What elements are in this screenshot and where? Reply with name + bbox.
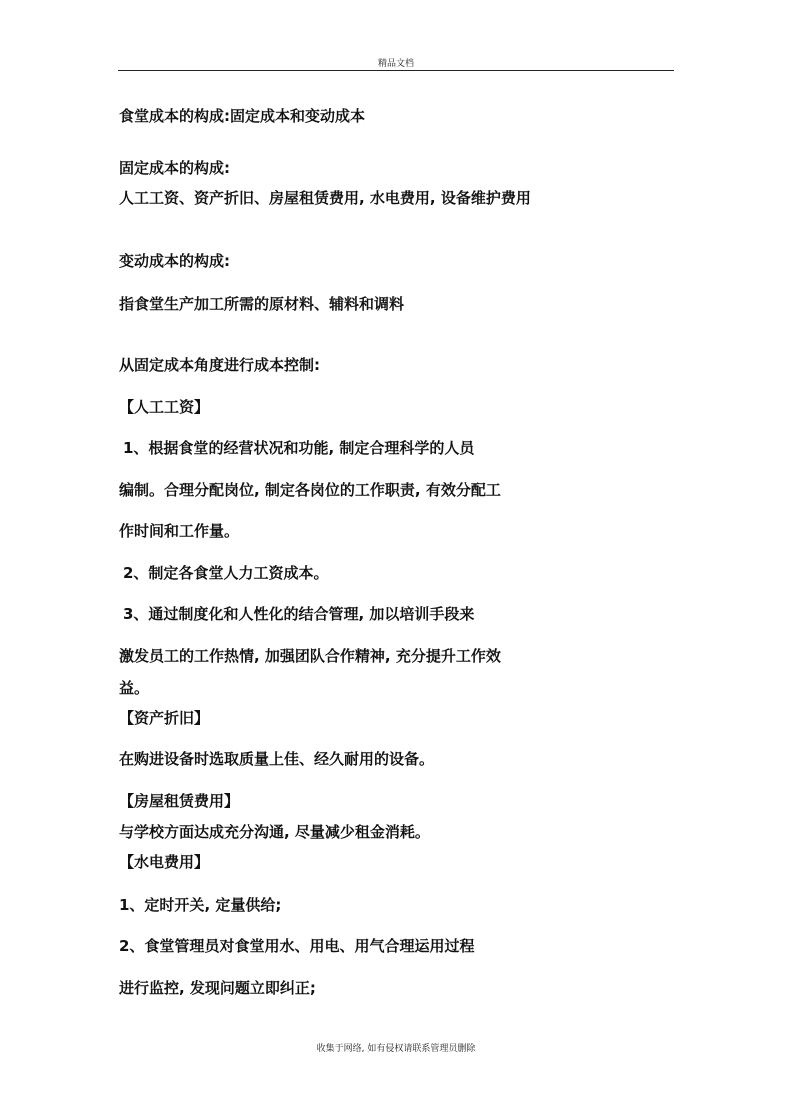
text-line: 2、制定各食堂人力工资成本。 xyxy=(123,564,329,582)
text-line: 进行监控, 发现问题立即纠正; xyxy=(119,979,316,997)
text-line: 【水电费用】 xyxy=(119,853,210,871)
page-footer: 收集于网络, 如有侵权请联系管理员删除 xyxy=(316,1044,476,1054)
text-line: 1、根据食堂的经营状况和功能, 制定合理科学的人员 xyxy=(123,439,475,457)
text-line: 作时间和工作量。 xyxy=(119,522,240,540)
text-line: 3、通过制度化和人性化的结合管理, 加以培训手段来 xyxy=(123,605,475,623)
text-line: 食堂成本的构成:固定成本和变动成本 xyxy=(119,107,366,125)
text-line: 固定成本的构成: xyxy=(119,159,230,177)
text-line: 从固定成本角度进行成本控制: xyxy=(119,356,320,374)
text-line: 人工工资、资产折旧、房屋租赁费用, 水电费用, 设备维护费用 xyxy=(119,189,531,207)
text-line: 激发员工的工作热情, 加强团队合作精神, 充分提升工作效 xyxy=(119,647,501,665)
text-line: 【资产折旧】 xyxy=(119,709,210,727)
text-line: 在购进设备时选取质量上佳、经久耐用的设备。 xyxy=(119,750,435,768)
text-line: 2、食堂管理员对食堂用水、用电、用气合理运用过程 xyxy=(119,937,475,955)
text-line: 与学校方面达成充分沟通, 尽量减少租金消耗。 xyxy=(119,823,430,841)
text-line: 变动成本的构成: xyxy=(119,252,230,270)
text-line: 【房屋租赁费用】 xyxy=(119,792,240,810)
header-divider xyxy=(118,70,674,71)
text-line: 【人工工资】 xyxy=(119,398,210,416)
text-line: 指食堂生产加工所需的原材料、辅料和调料 xyxy=(119,295,405,313)
page-header: 精品文档 xyxy=(377,59,414,69)
text-line: 编制。合理分配岗位, 制定各岗位的工作职责, 有效分配工 xyxy=(119,481,501,499)
text-line: 1、定时开关, 定量供给; xyxy=(119,896,282,914)
text-line: 益。 xyxy=(119,679,150,697)
